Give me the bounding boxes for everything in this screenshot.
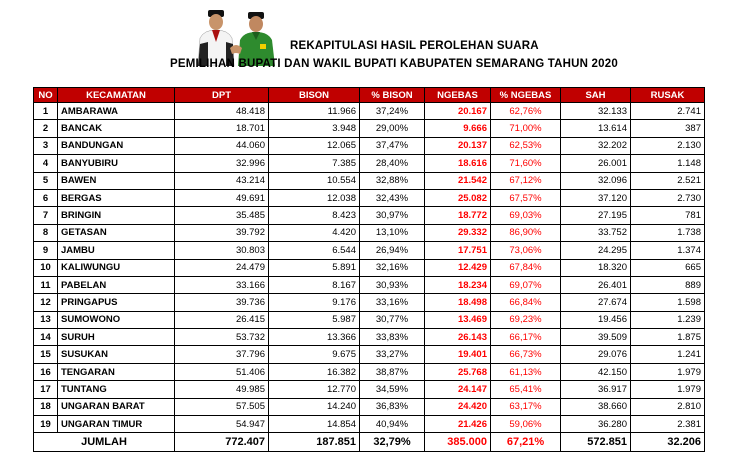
table-cell: 69,23%: [491, 311, 561, 328]
table-cell: 25.082: [425, 189, 491, 206]
table-cell: 37,24%: [360, 103, 425, 120]
table-cell: 29,00%: [360, 120, 425, 137]
table-cell: 67,12%: [491, 172, 561, 189]
table-cell: 63,17%: [491, 398, 561, 415]
table-cell: 33.752: [561, 224, 631, 241]
table-row: [34, 242, 705, 259]
table-cell: 1.979: [631, 363, 705, 380]
table-row: [34, 294, 705, 311]
table-cell: 387: [631, 120, 705, 137]
table-cell: 32,43%: [360, 189, 425, 206]
table-cell: 16: [34, 363, 58, 380]
table-cell: 44.060: [175, 137, 269, 154]
table-row: [34, 137, 705, 154]
table-cell: 9.176: [269, 294, 360, 311]
table-cell: 25.768: [425, 363, 491, 380]
table-cell: 1: [34, 103, 58, 120]
table-cell: 33,83%: [360, 329, 425, 346]
table-cell: 33.166: [175, 276, 269, 293]
table-cell: 5.987: [269, 311, 360, 328]
table-cell: 36.280: [561, 416, 631, 433]
table-cell: 781: [631, 207, 705, 224]
table-cell: 6.544: [269, 242, 360, 259]
table-cell: 39.736: [175, 294, 269, 311]
table-row: [34, 363, 705, 380]
table-cell: 26.415: [175, 311, 269, 328]
table-row: [34, 207, 705, 224]
table-cell: 19.401: [425, 346, 491, 363]
table-cell: 48.418: [175, 103, 269, 120]
table-cell: 18.616: [425, 155, 491, 172]
table-cell: 32.202: [561, 137, 631, 154]
table-cell: BERGAS: [58, 189, 175, 206]
table-cell: 65,41%: [491, 381, 561, 398]
table-cell: 2.730: [631, 189, 705, 206]
table-cell: 26.401: [561, 276, 631, 293]
table-cell: 1.979: [631, 381, 705, 398]
column-header: NGEBAS: [425, 88, 491, 103]
table-cell: 2.130: [631, 137, 705, 154]
report-subtitle: PEMILIHAN BUPATI DAN WAKIL BUPATI KABUPATEN SEMARANG TAHUN 2020: [170, 58, 618, 70]
table-cell: 69,03%: [491, 207, 561, 224]
table-cell: TENGARAN: [58, 363, 175, 380]
table-row: [34, 381, 705, 398]
table-row: [34, 224, 705, 241]
table-cell: SURUH: [58, 329, 175, 346]
table-cell: BAWEN: [58, 172, 175, 189]
table-cell: 57.505: [175, 398, 269, 415]
table-cell: 3: [34, 137, 58, 154]
table-cell: 32,88%: [360, 172, 425, 189]
table-cell: 20.167: [425, 103, 491, 120]
table-cell: 9.675: [269, 346, 360, 363]
table-cell: 24.479: [175, 259, 269, 276]
column-header: RUSAK: [631, 88, 705, 103]
table-cell: JAMBU: [58, 242, 175, 259]
table-cell: 39.792: [175, 224, 269, 241]
column-header: DPT: [175, 88, 269, 103]
table-row: [34, 329, 705, 346]
table-cell: 51.406: [175, 363, 269, 380]
table-cell: 8: [34, 224, 58, 241]
table-cell: 19: [34, 416, 58, 433]
table-cell: 67,84%: [491, 259, 561, 276]
table-cell: BANYUBIRU: [58, 155, 175, 172]
table-cell: 1.875: [631, 329, 705, 346]
table-row: [34, 259, 705, 276]
table-cell: 21.426: [425, 416, 491, 433]
table-cell: 29.076: [561, 346, 631, 363]
table-cell: 2.381: [631, 416, 705, 433]
table-cell: 66,17%: [491, 329, 561, 346]
table-cell: 13: [34, 311, 58, 328]
table-cell: 889: [631, 276, 705, 293]
table-cell: 13,10%: [360, 224, 425, 241]
table-cell: 10: [34, 259, 58, 276]
table-row: [34, 311, 705, 328]
report-title: REKAPITULASI HASIL PEROLEHAN SUARA: [290, 40, 539, 52]
table-cell: 29.332: [425, 224, 491, 241]
table-row: [34, 103, 705, 120]
table-cell: 1.148: [631, 155, 705, 172]
table-cell: 4.420: [269, 224, 360, 241]
table-cell: 18.320: [561, 259, 631, 276]
total-cell: 572.851: [561, 433, 631, 452]
table-cell: 61,13%: [491, 363, 561, 380]
table-cell: 86,90%: [491, 224, 561, 241]
total-cell: 772.407: [175, 433, 269, 452]
table-cell: TUNTANG: [58, 381, 175, 398]
table-cell: 14.240: [269, 398, 360, 415]
table-row: [34, 172, 705, 189]
table-cell: 24.420: [425, 398, 491, 415]
table-cell: 66,84%: [491, 294, 561, 311]
table-cell: 32.096: [561, 172, 631, 189]
table-cell: 15: [34, 346, 58, 363]
table-cell: 71,60%: [491, 155, 561, 172]
table-cell: 12.770: [269, 381, 360, 398]
table-cell: 17: [34, 381, 58, 398]
table-cell: 27.674: [561, 294, 631, 311]
table-cell: 38.660: [561, 398, 631, 415]
table-cell: 5.891: [269, 259, 360, 276]
column-header: NO: [34, 88, 58, 103]
table-cell: 37,47%: [360, 137, 425, 154]
table-cell: 62,76%: [491, 103, 561, 120]
table-cell: 40,94%: [360, 416, 425, 433]
table-cell: 18: [34, 398, 58, 415]
table-row: [34, 120, 705, 137]
table-cell: 14.854: [269, 416, 360, 433]
table-cell: 6: [34, 189, 58, 206]
table-cell: 10.554: [269, 172, 360, 189]
table-cell: 2.810: [631, 398, 705, 415]
table-cell: PRINGAPUS: [58, 294, 175, 311]
table-cell: 38,87%: [360, 363, 425, 380]
table-cell: 8.423: [269, 207, 360, 224]
table-cell: 30,77%: [360, 311, 425, 328]
table-cell: 67,57%: [491, 189, 561, 206]
table-cell: 71,00%: [491, 120, 561, 137]
total-cell: 32.206: [631, 433, 705, 452]
table-cell: 1.239: [631, 311, 705, 328]
table-cell: 14: [34, 329, 58, 346]
table-cell: 1.241: [631, 346, 705, 363]
table-cell: 24.295: [561, 242, 631, 259]
table-cell: 5: [34, 172, 58, 189]
table-cell: 39.509: [561, 329, 631, 346]
table-cell: 54.947: [175, 416, 269, 433]
table-row: [34, 416, 705, 433]
table-cell: 49.691: [175, 189, 269, 206]
table-cell: KALIWUNGU: [58, 259, 175, 276]
table-row: [34, 398, 705, 415]
table-cell: 17.751: [425, 242, 491, 259]
table-cell: 9: [34, 242, 58, 259]
total-label: JUMLAH: [34, 433, 175, 452]
table-cell: 59,06%: [491, 416, 561, 433]
table-cell: 3.948: [269, 120, 360, 137]
table-cell: 37.796: [175, 346, 269, 363]
table-cell: 20.137: [425, 137, 491, 154]
table-cell: 1.374: [631, 242, 705, 259]
table-cell: 18.498: [425, 294, 491, 311]
table-cell: 37.120: [561, 189, 631, 206]
table-cell: BANDUNGAN: [58, 137, 175, 154]
table-cell: 7.385: [269, 155, 360, 172]
table-cell: 12.429: [425, 259, 491, 276]
table-cell: 35.485: [175, 207, 269, 224]
table-cell: SUMOWONO: [58, 311, 175, 328]
table-cell: 30.803: [175, 242, 269, 259]
column-header: BISON: [269, 88, 360, 103]
table-cell: UNGARAN BARAT: [58, 398, 175, 415]
table-cell: 18.234: [425, 276, 491, 293]
table-cell: 2: [34, 120, 58, 137]
table-cell: 32.133: [561, 103, 631, 120]
table-cell: AMBARAWA: [58, 103, 175, 120]
table-row: [34, 155, 705, 172]
table-cell: 7: [34, 207, 58, 224]
table-header-row: [34, 88, 705, 103]
table-cell: 53.732: [175, 329, 269, 346]
total-cell: 67,21%: [491, 433, 561, 452]
table-cell: 2.521: [631, 172, 705, 189]
table-cell: 49.985: [175, 381, 269, 398]
table-cell: 33,16%: [360, 294, 425, 311]
table-cell: 30,97%: [360, 207, 425, 224]
column-header: SAH: [561, 88, 631, 103]
table-cell: 12.038: [269, 189, 360, 206]
table-cell: 21.542: [425, 172, 491, 189]
table-cell: 12: [34, 294, 58, 311]
total-cell: 187.851: [269, 433, 360, 452]
table-cell: 36,83%: [360, 398, 425, 415]
table-cell: 13.469: [425, 311, 491, 328]
total-cell: 385.000: [425, 433, 491, 452]
table-cell: BANCAK: [58, 120, 175, 137]
table-cell: 27.195: [561, 207, 631, 224]
table-cell: 36.917: [561, 381, 631, 398]
table-cell: 11.966: [269, 103, 360, 120]
table-cell: 62,53%: [491, 137, 561, 154]
table-cell: GETASAN: [58, 224, 175, 241]
table-cell: 11: [34, 276, 58, 293]
total-cell: 32,79%: [360, 433, 425, 452]
table-cell: 9.666: [425, 120, 491, 137]
table-cell: UNGARAN TIMUR: [58, 416, 175, 433]
table-cell: 16.382: [269, 363, 360, 380]
table-cell: 32.996: [175, 155, 269, 172]
table-cell: 34,59%: [360, 381, 425, 398]
table-row: [34, 189, 705, 206]
table-cell: 42.150: [561, 363, 631, 380]
column-header: % NGEBAS: [491, 88, 561, 103]
table-cell: 26.001: [561, 155, 631, 172]
table-cell: 665: [631, 259, 705, 276]
table-cell: 13.614: [561, 120, 631, 137]
table-cell: 32,16%: [360, 259, 425, 276]
table-cell: 1.598: [631, 294, 705, 311]
column-header: KECAMATAN: [58, 88, 175, 103]
table-cell: 30,93%: [360, 276, 425, 293]
table-cell: 28,40%: [360, 155, 425, 172]
column-header: % BISON: [360, 88, 425, 103]
table-cell: 26.143: [425, 329, 491, 346]
table-cell: 4: [34, 155, 58, 172]
table-cell: SUSUKAN: [58, 346, 175, 363]
table-cell: 2.741: [631, 103, 705, 120]
table-cell: 12.065: [269, 137, 360, 154]
table-cell: 19.456: [561, 311, 631, 328]
table-cell: 73,06%: [491, 242, 561, 259]
vote-recap-table: [33, 87, 705, 452]
table-cell: PABELAN: [58, 276, 175, 293]
table-cell: 1.738: [631, 224, 705, 241]
table-cell: 8.167: [269, 276, 360, 293]
table-row: [34, 346, 705, 363]
table-cell: 33,27%: [360, 346, 425, 363]
table-cell: BRINGIN: [58, 207, 175, 224]
table-row: [34, 276, 705, 293]
table-cell: 24.147: [425, 381, 491, 398]
table-cell: 18.772: [425, 207, 491, 224]
table-cell: 66,73%: [491, 346, 561, 363]
total-row: [34, 433, 705, 452]
table-cell: 18.701: [175, 120, 269, 137]
table-cell: 26,94%: [360, 242, 425, 259]
table-cell: 13.366: [269, 329, 360, 346]
table-cell: 43.214: [175, 172, 269, 189]
table-cell: 69,07%: [491, 276, 561, 293]
